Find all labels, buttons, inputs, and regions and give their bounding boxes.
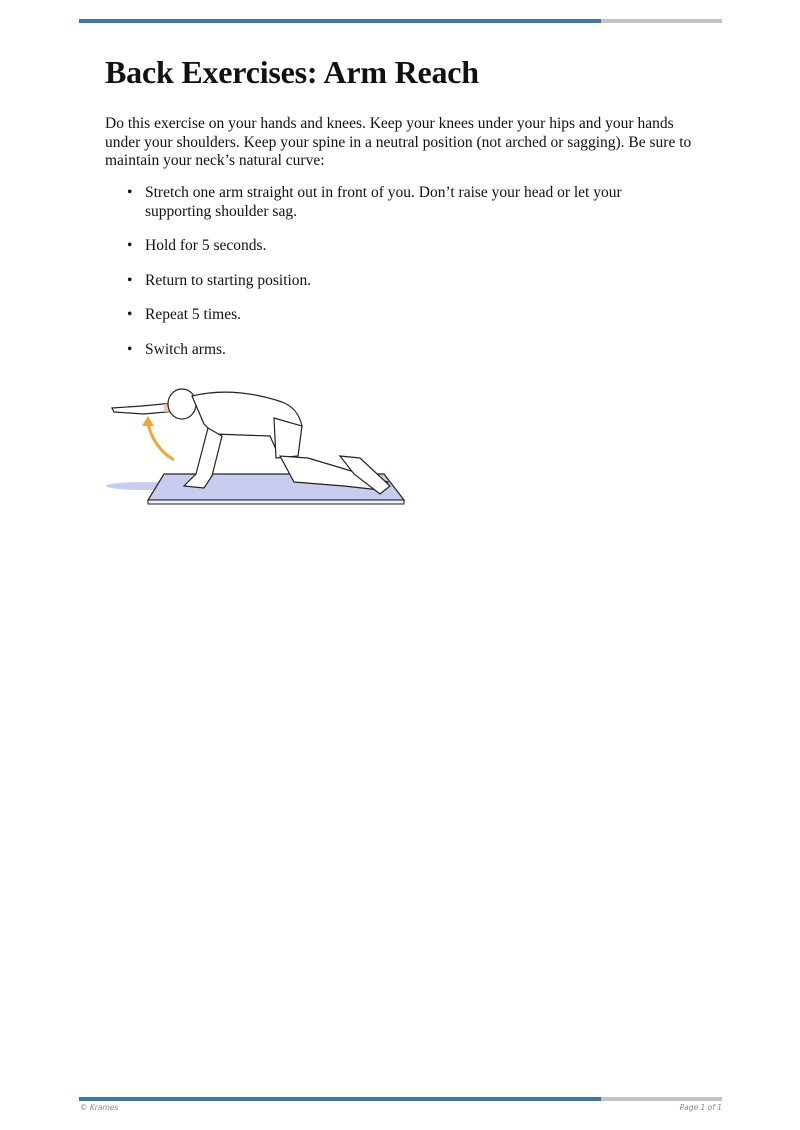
footer-copyright: © Krames (80, 1103, 119, 1112)
list-item (105, 272, 685, 291)
header-rule-blue (79, 19, 601, 23)
list-item (105, 184, 685, 221)
bullet-icon: • (127, 306, 133, 323)
step-text: Hold for 5 seconds. (145, 237, 267, 254)
header-rule-gray (601, 19, 722, 23)
steps-list (105, 184, 685, 375)
footer-rule (79, 1097, 722, 1101)
header-rule (79, 19, 722, 23)
step-text: Switch arms. (145, 340, 226, 358)
footer-rule-gray (601, 1097, 722, 1101)
list-item (105, 237, 685, 256)
exercise-illustration (104, 378, 408, 512)
footer-rule-blue (79, 1097, 601, 1101)
page-title: Back Exercises: Arm Reach (105, 54, 479, 90)
bullet-icon: • (127, 271, 133, 289)
step-text: Return to starting position. (145, 271, 312, 289)
intro-paragraph: Do this exercise on your hands and knees. Keep your knees under your hips and your hands under your shoulders. Keep your spine in a neutral position (not arched or sagging). Be sure to maintain your neck’s natural curve: (105, 115, 692, 169)
arm-reach-figure-icon (104, 378, 408, 512)
step-text: Stretch one arm straight out in front of you. Don’t raise your head or let your supporting shoulder sag. (145, 184, 622, 220)
bullet-icon: • (127, 237, 133, 254)
list-item (105, 341, 685, 360)
list-item (105, 306, 685, 325)
footer-page-number: Page 1 of 1 (679, 1103, 722, 1112)
step-text: Repeat 5 times. (145, 306, 241, 323)
bullet-icon: • (127, 184, 133, 201)
bullet-icon: • (127, 340, 133, 358)
